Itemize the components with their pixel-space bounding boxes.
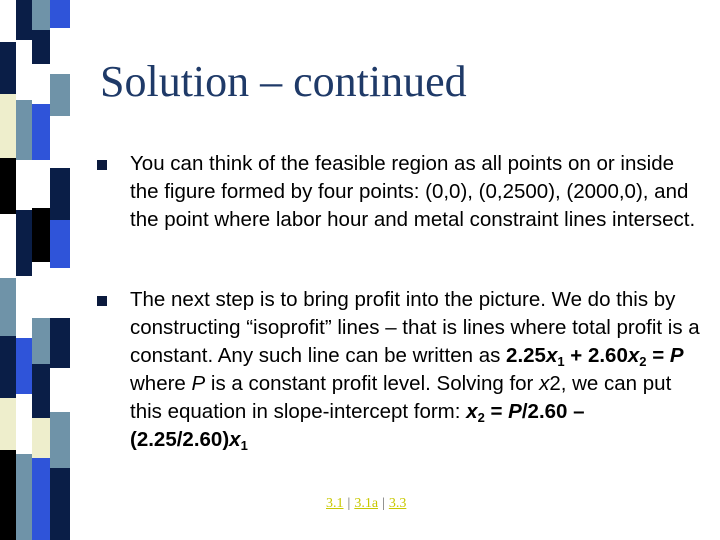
bullet-text: You can think of the feasible region as all points on or inside the figure formed by four points: (0,0), (0,2500), (2000,0), and the point where labor hour and metal constraint lines intersect.: [130, 152, 696, 231]
bullet-text: The next step is to bring profit into the picture. We do this by constructing “isoprofit” lines – that is lines where total profit is a constant. Any such line can be written as $2.25x_1 + 2.60x_2 = P$ where P is a constant profit level. Solving for x2, we can put this equation in slope-intercept form: $x_2 = P/2.60 - (2.25/2.60)x_1$: [130, 288, 700, 453]
square-bullet-icon: [97, 296, 107, 306]
slide-title: Solution – continued: [100, 57, 467, 106]
nav-link-3-3[interactable]: 3.3: [388, 496, 407, 511]
square-bullet-icon: [97, 160, 107, 170]
nav-separator: |: [347, 496, 351, 511]
bullet-item-2: [97, 286, 700, 466]
nav-link-3-1[interactable]: 3.1: [326, 496, 344, 511]
slide-navigation: [326, 496, 406, 512]
bullet-text-segment: The next step is to bring profit into the picture. We do this by constructing “isoprofit” lines – that is lines where total profit is a constant. Any such line can be written as: [130, 288, 700, 367]
nav-separator: |: [382, 496, 385, 511]
nav-link-3-1a[interactable]: 3.1a: [354, 496, 379, 511]
isoprofit-equation: $2.25x_1 + 2.60x_2 = P$: [506, 344, 684, 369]
decorative-left-strip: [0, 0, 70, 540]
bullet-item-1: [97, 150, 697, 270]
slope-intercept-equation: $x_2 = P/2.60 - (2.25/2.60)x_1$: [130, 400, 585, 453]
